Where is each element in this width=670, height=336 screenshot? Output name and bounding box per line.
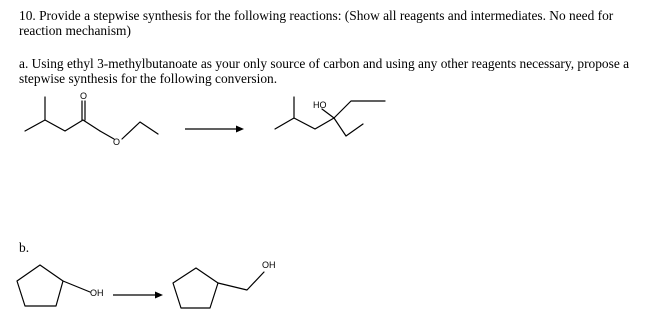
reactant-a-ester-bond [100,131,114,139]
product-a-ethyl-down [334,118,363,136]
reactant-a-structure [25,91,158,147]
part-b-label: b. [19,240,30,255]
part-a-prompt: a. Using ethyl 3-methylbutanoate as your only source of carbon and using any other reagents necessary, propose a stepwise synthesis for the following conversion. [19,56,630,86]
reactant-b-hydroxyl-bond [63,281,90,292]
product-b-cyclopentane-ring [173,268,218,308]
product-a-hydroxyl-bond [322,109,334,118]
reactant-a-skeleton [25,120,100,131]
reactant-b-cyclopentane-ring [17,265,63,306]
reaction-arrow-a [185,126,244,133]
reactant-a-carbonyl-oxygen: O [80,91,88,101]
product-b-structure [173,260,276,308]
reactant-a-ester-oxygen: O [113,137,121,147]
product-b-hydroxyl: OH [262,260,276,270]
reactant-b-structure [17,265,104,306]
product-a-hydroxyl: HO [313,100,327,110]
reactant-a-ethyl [122,122,158,139]
product-a-structure [275,97,385,136]
product-a-skeleton [275,118,334,129]
product-b-side-chain [218,272,264,290]
question-title: 10. Provide a stepwise synthesis for the following reactions: (Show all reagents and intermediates. No need for reaction mechanism) [19,8,614,38]
product-a-ethyl-up [334,101,385,118]
reaction-arrow-b [113,292,163,299]
reactant-b-hydroxyl: OH [90,288,104,298]
